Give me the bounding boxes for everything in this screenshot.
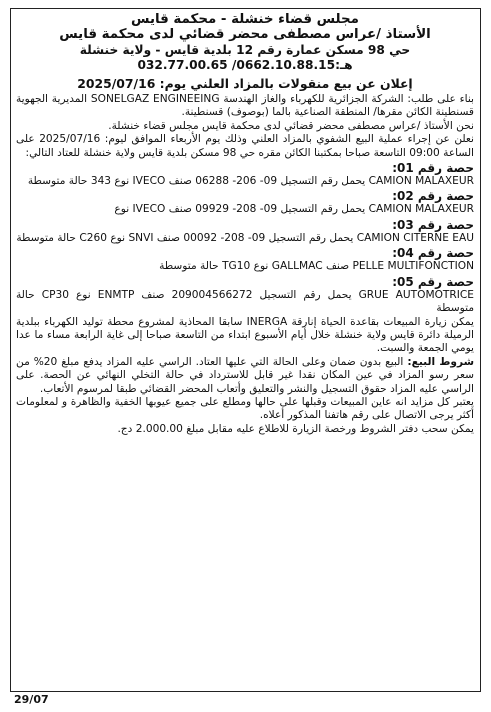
fee-info: يمكن سحب دفتر الشروط ورخصة الزيارة للاطلاع عليه مقابل مبلغ 2.000.00 دج. [117,422,474,435]
lot-02 [16,189,474,216]
lot-03 [16,218,474,245]
lot-heading: حصة رقم 03: [392,217,474,232]
lot-05 [16,275,474,316]
lot-description: GRUE AUTOMOTRICE يحمل رقم التسجيل 209004566272 صنف ENMTP نوع CP30 حالة متوسطة [16,288,474,315]
conditions-text: البيع بدون ضمان وعلى الحالة التي عليها العتاد. الراسي عليه المزاد يدفع مبلغ 20% من سعر رسو المزاد في عين المكان نقدا غير قابل للاسترداد في حالة التخلي النهائي عن الحصة. على الراسي عليه المزاد حقوق التسجيل والنشر والتعليق وأتعاب المحضر القضائي طبقا لمرسوم الأتعاب. [16,355,474,395]
lot-description: CAMION MALAXEUR يحمل رقم التسجيل 09- 208- 09929 صنف IVECO نوع [114,203,474,216]
conditions-heading: شروط البيع: [407,355,474,368]
bailiff-address: حي 98 مسكن عمارة رقم 12 بلدية قايس - ولاية خنشلة [79,42,411,57]
lot-heading: حصة رقم 04: [392,246,474,261]
bailiff-name: الأستاذ /عراس مصطفى محضر قضائي لدى محكمة قايس [59,27,431,43]
sale-conditions [16,356,474,396]
lot-01 [16,161,474,188]
lot-04 [16,246,474,273]
lot-heading: حصة رقم 01: [392,161,474,176]
bailiff-phones: هـ:0662.10.88.15/ 032.77.00.65 [137,58,353,73]
footer-code: 29/07 [14,693,49,706]
lot-heading: حصة رقم 05: [392,274,474,289]
bidder-notice: يعتبر كل مزايد انه عاين المبيعات وقبلها على حالها ومطلع على جميع عيوبها الخفية والظاهرة و لمعلومات أكثر يرجى الاتصال على رقم هاتفنا المذكور أعلاه. [16,395,474,422]
sale-announcement: نعلن عن إجراء عملية البيع الشفوي بالمزاد العلني وذلك يوم الأربعاء الموافق ليوم: 2025/07/16 على الساعة 09:00 التاسعة صباحا بمكتبنا الكائن مقره حي 98 مسكن بلدية قايس ولاية خنشلة للعتاد التالي: [16,133,474,159]
lot-description: CAMION MALAXEUR يحمل رقم التسجيل 09- 206- 06288 صنف IVECO نوع 343 حالة متوسطة [27,175,474,188]
bailiff-paragraph: نحن الأستاذ /عراس مصطفى محضر قضائي لدى محكمة قايس مجلس قضاء خنشلة. [108,119,474,132]
notice-body [16,12,474,436]
court-header: مجلس قضاء خنشلة - محكمة قايس [131,12,359,27]
notice-title: إعلان عن بيع منقولات بالمزاد العلني يوم: 2025/07/16 [77,75,413,91]
visit-info: يمكن زيارة المبيعات بقاعدة الحياة إنارقة INERGA سابقا المحاذية لمشروع محطة توليد الكهرباء ببلدية الرميلة دائرة قايس ولاية خنشلة خلال أيام الأسبوع ابتداء من التاسعة صباحا إلى غاية الرابعة مساء ما عدا يومي الجمعة والسبت. [16,315,474,355]
requester-paragraph: بناء على طلب: الشركة الجزائرية للكهرباء والغاز الهندسة SONELGAZ ENGINEEING المديرية الجهوية قسنطينة الكائن مقرها/ المنطقة الصناعية بالما (بوصوف) قسنطينة. [16,93,474,119]
lot-heading: حصة رقم 02: [392,189,474,204]
lot-description: CAMION CITERNE EAU يحمل رقم التسجيل 09- 208- 00092 صنف SNVI نوع C260 حالة متوسطة [16,231,474,244]
lot-description: PELLE MULTIFONCTION صنف GALLMAC نوع TG10 حالة متوسطة [159,260,474,273]
